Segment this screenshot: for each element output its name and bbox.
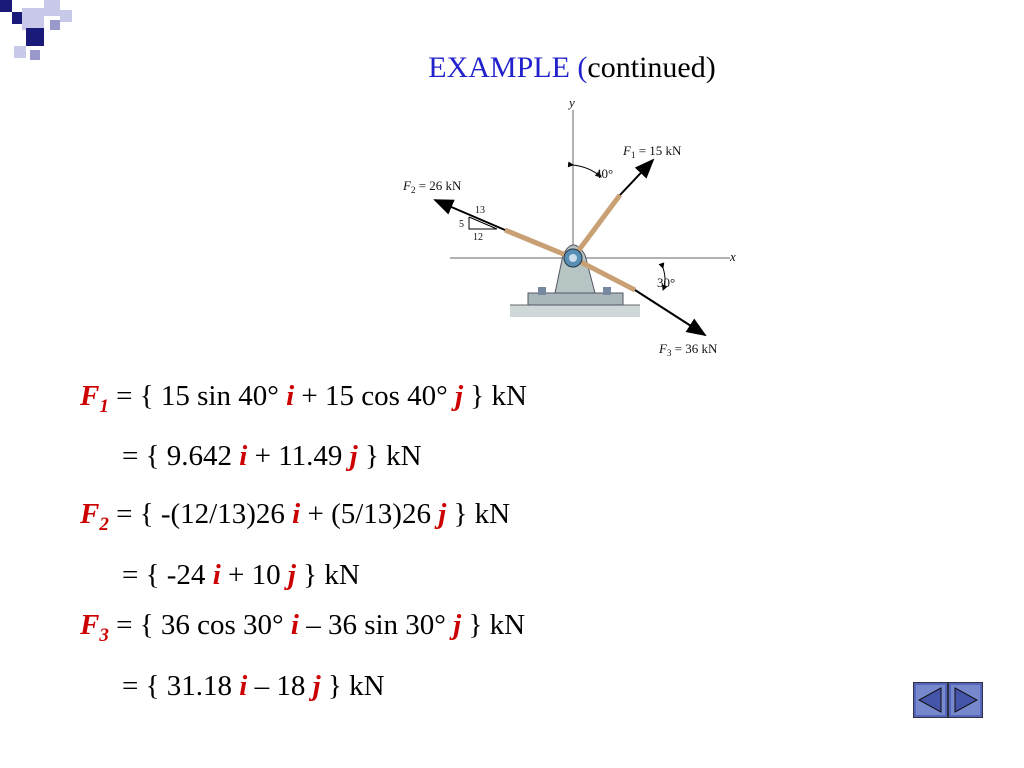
- arrow-f2: [435, 200, 505, 230]
- equation-f2-result: = { -24 i + 10 j } kN: [122, 559, 360, 591]
- tri-v: 5: [459, 219, 464, 230]
- equation-f1: $F_1$ = { 15 sin 40° i + 15 cos 40° j } kN: [80, 380, 527, 417]
- title-main: EXAMPLE (: [428, 51, 588, 84]
- ground: [510, 305, 640, 317]
- slide-title: [0, 48, 1024, 88]
- tri-h: 12: [473, 232, 483, 243]
- equation-f2: $F_2$ = { -(12/13)26 i + (5/13)26 j } kN: [80, 498, 511, 535]
- force-diagram: [395, 95, 745, 365]
- slide-navigation: [913, 682, 983, 718]
- y-axis-label: y: [569, 95, 575, 110]
- equation-f3-result: = { 31.18 i – 18 j } kN: [122, 670, 385, 702]
- vector-f3: $F_3$: [80, 609, 109, 646]
- equation-f1-result: = { 9.642 i + 11.49 j } kN: [122, 440, 422, 472]
- next-slide-button[interactable]: [948, 682, 983, 718]
- f2-label: $F_2 = 26$ kN: [403, 178, 462, 195]
- angle-40: 40°: [595, 166, 614, 181]
- x-axis-label: x: [730, 249, 736, 264]
- f1-label: $F_1 = 15$ kN: [623, 143, 682, 160]
- title-sub: continued): [587, 51, 716, 84]
- arrow-f3: [635, 290, 705, 335]
- previous-slide-button[interactable]: [913, 682, 948, 718]
- cable-f2: [505, 230, 573, 258]
- vector-f2: $F_2$: [80, 498, 109, 535]
- arrow-f1: [620, 160, 653, 195]
- tri-hyp: 13: [475, 205, 485, 216]
- f3-label: $F_3 = 36$ kN: [659, 341, 718, 358]
- angle-30: 30°: [657, 275, 676, 290]
- cable-f1: [573, 195, 620, 258]
- vector-f1: $F_1$: [80, 380, 109, 417]
- equation-f3: $F_3$ = { 36 cos 30° i – 36 sin 30° j } kN: [80, 609, 526, 646]
